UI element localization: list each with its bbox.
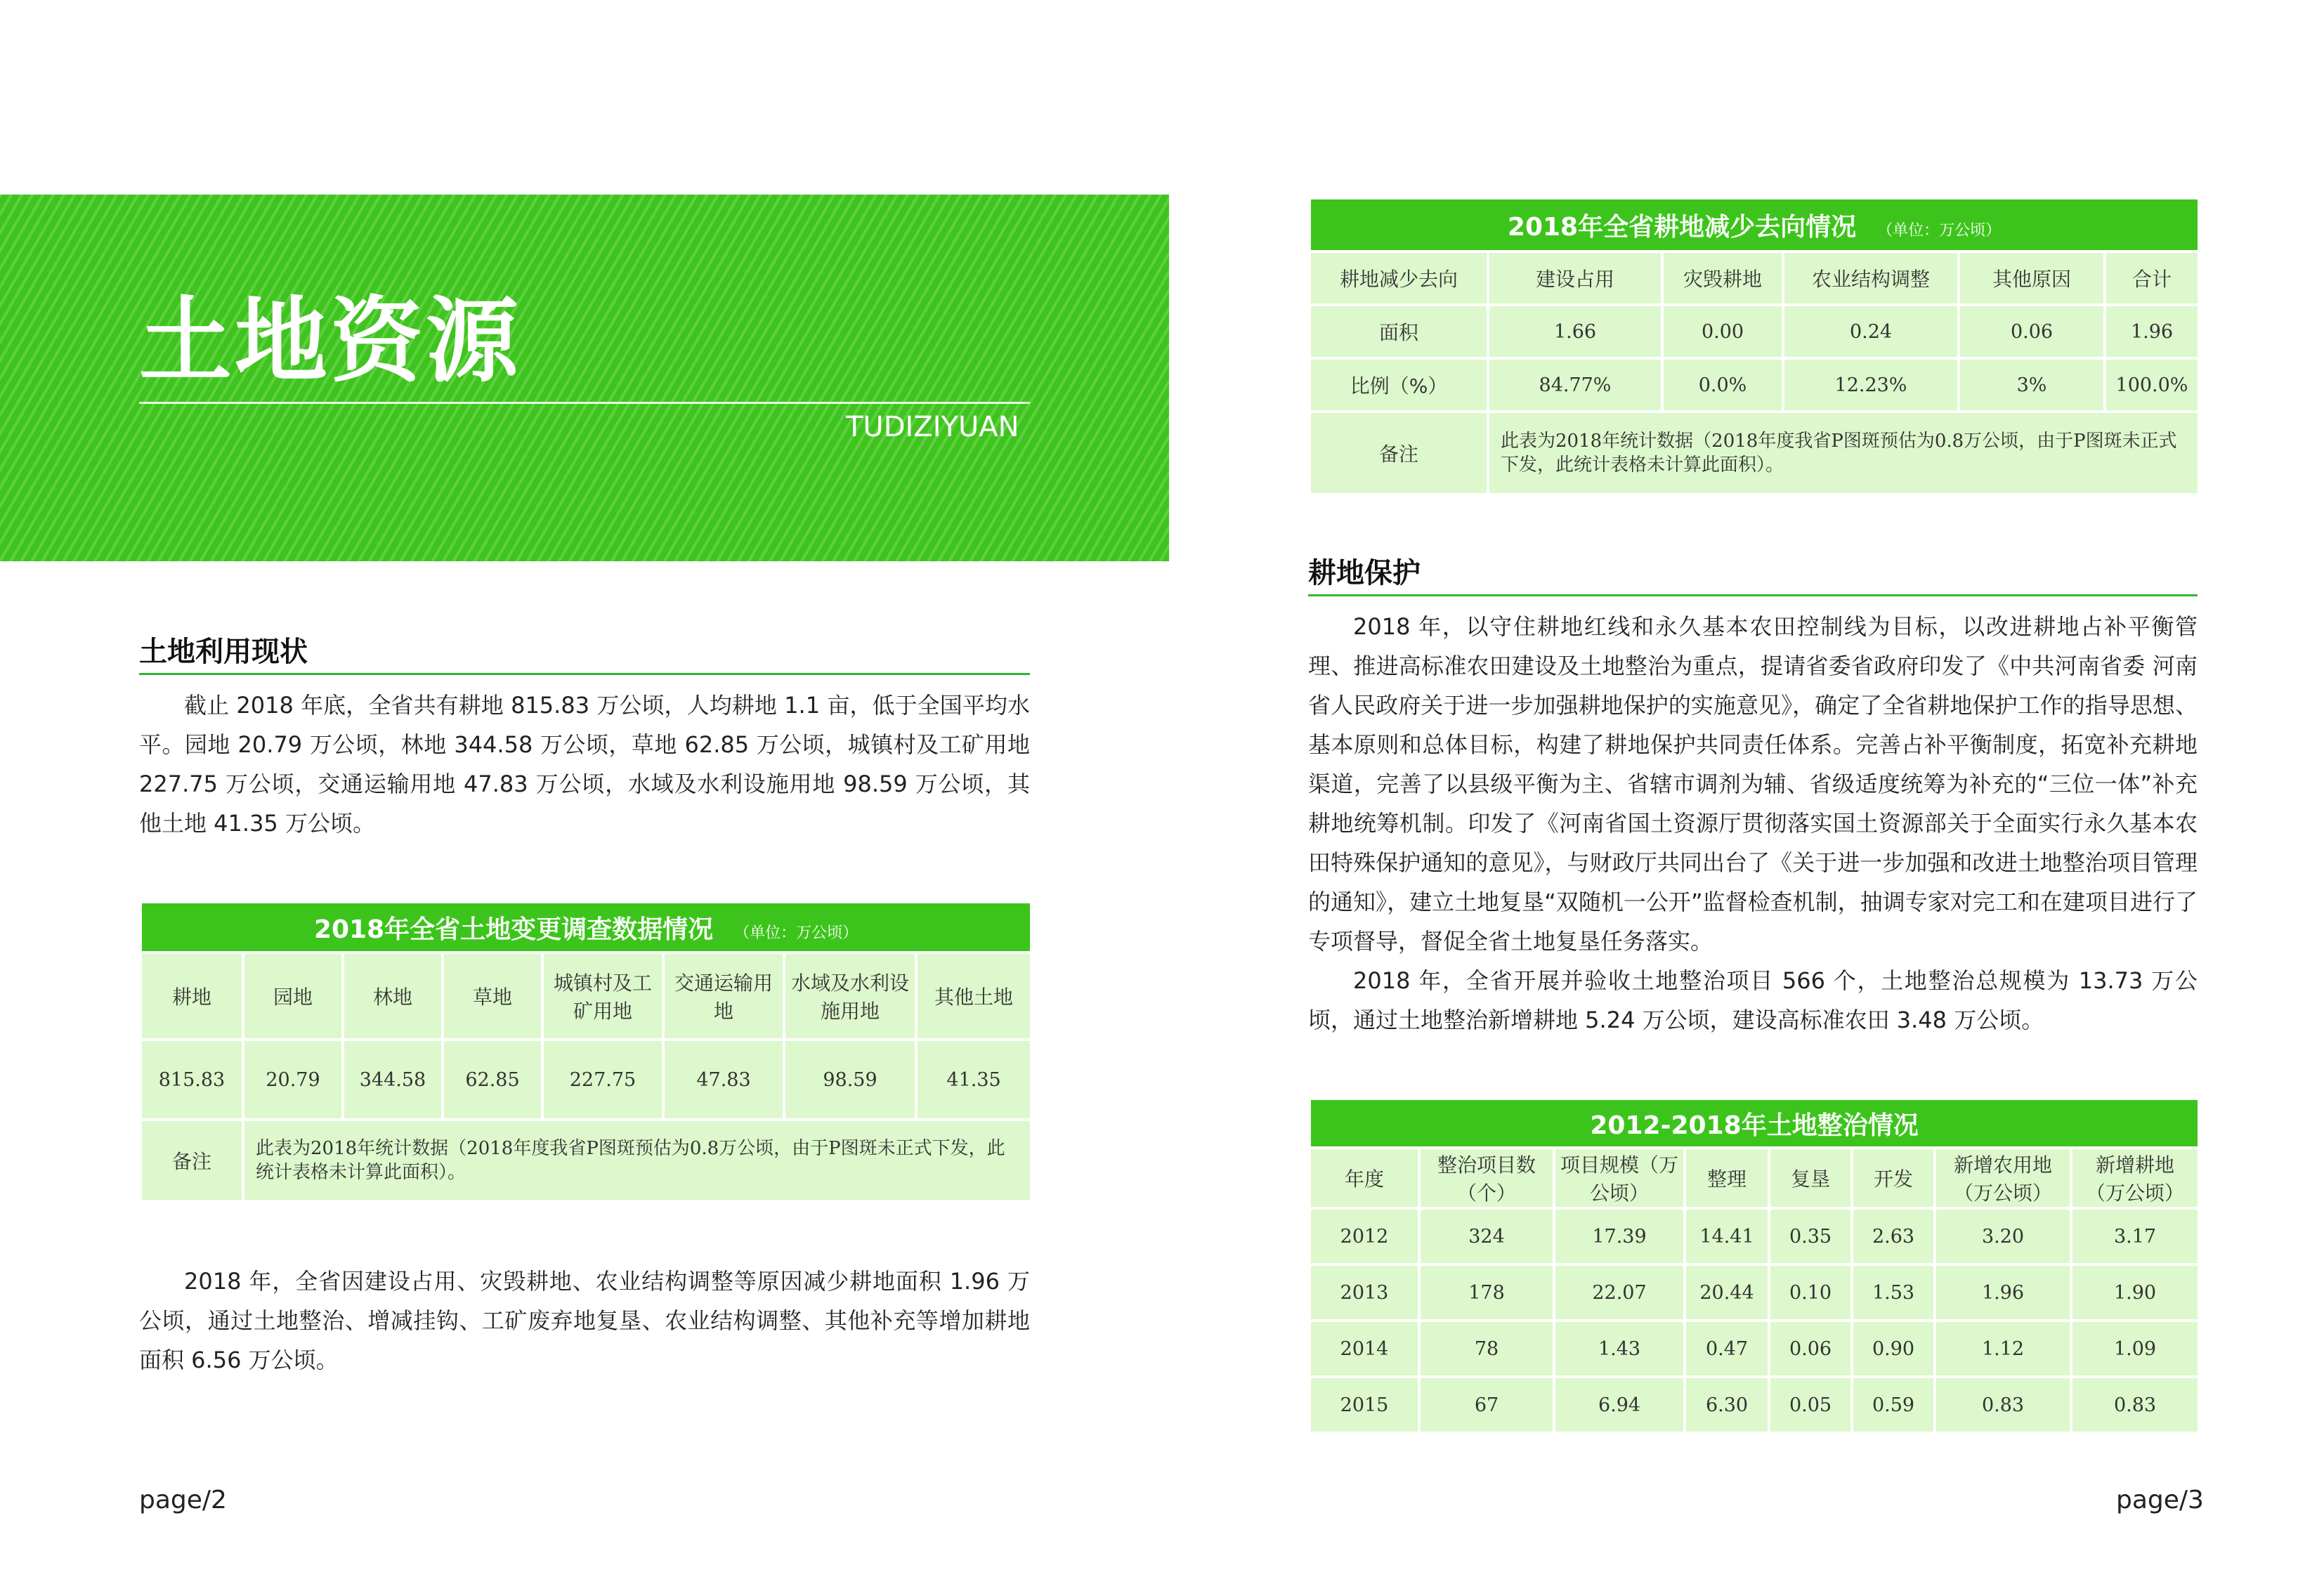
value-cell: 0.35: [1769, 1208, 1852, 1264]
row-label: 比例（%）: [1310, 358, 1488, 412]
value-cell: 0.00: [1662, 305, 1783, 358]
value-cell: 17.39: [1554, 1208, 1685, 1264]
header-cell: 新增耕地（万公顷）: [2071, 1148, 2199, 1208]
value-cell: 0.59: [1852, 1377, 1935, 1433]
header-cell: 农业结构调整: [1783, 251, 1959, 305]
header-cell: 整治项目数（个）: [1419, 1148, 1554, 1208]
banner-title: 土地资源: [139, 287, 521, 395]
land-survey-table: [139, 901, 1033, 1203]
value-cell: 3.20: [1935, 1208, 2071, 1264]
header-cell: 新增农用地（万公顷）: [1935, 1148, 2071, 1208]
header-cell: 建设占用: [1488, 251, 1662, 305]
value-cell: 3.17: [2071, 1208, 2199, 1264]
land-consolidation-table: [1308, 1097, 2200, 1434]
header-cell: 复垦: [1769, 1148, 1852, 1208]
value-cell: 0.05: [1769, 1377, 1852, 1433]
year-cell: 2014: [1310, 1321, 1419, 1377]
header-cell: 其他土地: [916, 953, 1031, 1040]
value-cell: 1.66: [1488, 305, 1662, 358]
year-cell: 2015: [1310, 1377, 1419, 1433]
table-caption: [1310, 198, 2199, 251]
row-label: 面积: [1310, 305, 1488, 358]
value-cell: 47.83: [663, 1040, 784, 1120]
header-cell: 耕地: [141, 953, 243, 1040]
table-caption: [141, 902, 1031, 953]
value-cell: 3%: [1959, 358, 2105, 412]
note-text: 此表为2018年统计数据（2018年度我省P图斑预估为0.8万公顷，由于P图斑未正式下发，此统计表格未计算此面积）。: [243, 1120, 1031, 1201]
header-cell: 灾毁耕地: [1662, 251, 1783, 305]
value-cell: 1.09: [2071, 1321, 2199, 1377]
value-cell: 2.63: [1852, 1208, 1935, 1264]
table-title: 2012-2018年土地整治情况: [1590, 1111, 1919, 1140]
table-caption: [1310, 1099, 2199, 1148]
value-cell: 1.90: [2071, 1264, 2199, 1321]
section-underline: [139, 673, 1030, 675]
value-cell: 6.30: [1685, 1377, 1769, 1433]
banner-divider: [139, 402, 1030, 404]
value-cell: 20.44: [1685, 1264, 1769, 1321]
header-cell: 其他原因: [1959, 251, 2105, 305]
header-cell: 城镇村及工矿用地: [542, 953, 663, 1040]
value-cell: 0.83: [1935, 1377, 2071, 1433]
value-cell: 0.10: [1769, 1264, 1852, 1321]
farmland-change-paragraph: [139, 1262, 1030, 1380]
value-cell: 344.58: [343, 1040, 443, 1120]
header-cell: 整理: [1685, 1148, 1769, 1208]
table-row: [1310, 1377, 2199, 1433]
value-cell: 78: [1419, 1321, 1554, 1377]
header-cell: 耕地减少去向: [1310, 251, 1488, 305]
page-number-right: page/3: [2116, 1486, 2204, 1514]
value-cell: 0.47: [1685, 1321, 1769, 1377]
section-underline: [1308, 594, 2198, 596]
value-cell: 0.06: [1769, 1321, 1852, 1377]
note-label: 备注: [1310, 412, 1488, 495]
value-cell: 1.43: [1554, 1321, 1685, 1377]
value-cell: 0.0%: [1662, 358, 1783, 412]
value-cell: 22.07: [1554, 1264, 1685, 1321]
farmland-protection-text: [1308, 607, 2198, 1040]
table-row: [1310, 1264, 2199, 1321]
header-cell: 园地: [243, 953, 343, 1040]
value-cell: 62.85: [443, 1040, 542, 1120]
paragraph-text: 截止 2018 年底，全省共有耕地 815.83 万公顷，人均耕地 1.1 亩，低于全国平均水平。园地 20.79 万公顷，林地 344.58 万公顷，草地 62.85 万公顷，城镇村及工矿用地 227.75 万公顷，交通运输用地 47.83 万公顷，水域及水利设施用地 98.59 万公顷，其他土地 41.35 万公顷。: [139, 692, 1030, 837]
header-cell: 交通运输用地: [663, 953, 784, 1040]
value-cell: 324: [1419, 1208, 1554, 1264]
value-cell: 12.23%: [1783, 358, 1959, 412]
header-cell: 年度: [1310, 1148, 1419, 1208]
value-cell: 227.75: [542, 1040, 663, 1120]
value-cell: 67: [1419, 1377, 1554, 1433]
paragraph-text: 2018 年，全省因建设占用、灾毁耕地、农业结构调整等原因减少耕地面积 1.96 万公顷，通过土地整治、增减挂钩、工矿废弃地复垦、农业结构调整、其他补充等增加耕地面积 6.56 万公顷。: [139, 1268, 1030, 1373]
value-cell: 1.12: [1935, 1321, 2071, 1377]
value-cell: 0.06: [1959, 305, 2105, 358]
land-use-paragraph: [139, 686, 1030, 843]
table-row: [1310, 1208, 2199, 1264]
value-cell: 84.77%: [1488, 358, 1662, 412]
value-cell: 41.35: [916, 1040, 1031, 1120]
value-cell: 1.96: [2105, 305, 2199, 358]
header-cell: 合计: [2105, 251, 2199, 305]
value-cell: 0.83: [2071, 1377, 2199, 1433]
value-cell: 1.96: [1935, 1264, 2071, 1321]
value-cell: 0.24: [1783, 305, 1959, 358]
value-cell: 1.53: [1852, 1264, 1935, 1321]
value-cell: 0.90: [1852, 1321, 1935, 1377]
paragraph-text: 2018 年，以守住耕地红线和永久基本农田控制线为目标，以改进耕地占补平衡管理、推进高标准农田建设及土地整治为重点，提请省委省政府印发了《中共河南省委 河南省人民政府关于进一步加强耕地保护的实施意见》，确定了全省耕地保护工作的指导思想、基本原则和总体目标，构建了耕地保护共同责任体系。完善占补平衡制度，拓宽补充耕地渠道，完善了以县级平衡为主、省辖市调剂为辅、省级适度统筹为补充的“三位一体”补充耕地统筹机制。印发了《河南省国土资源厅贯彻落实国土资源部关于全面实行永久基本农田特殊保护通知的意见》，与财政厅共同出台了《关于进一步加强和改进土地整治项目管理的通知》，建立土地复垦“双随机一公开”监督检查机制，抽调专家对完工和在建项目进行了专项督导，督促全省土地复垦任务落实。: [1308, 613, 2198, 955]
value-cell: 14.41: [1685, 1208, 1769, 1264]
page-number-left: page/2: [139, 1486, 227, 1514]
header-cell: 开发: [1852, 1148, 1935, 1208]
farmland-reduction-table: [1308, 197, 2200, 496]
value-cell: 815.83: [141, 1040, 243, 1120]
table-title: 2018年全省耕地减少去向情况: [1507, 212, 1857, 242]
header-cell: 水域及水利设施用地: [784, 953, 916, 1040]
value-cell: 100.0%: [2105, 358, 2199, 412]
table-unit: （单位：万公顷）: [734, 924, 859, 942]
section-heading-land-use: 土地利用现状: [139, 636, 308, 668]
note-label: 备注: [141, 1120, 243, 1201]
table-unit: （单位：万公顷）: [1877, 221, 2002, 240]
note-text: 此表为2018年统计数据（2018年度我省P图斑预估为0.8万公顷，由于P图斑未正式下发，此统计表格未计算此面积）。: [1488, 412, 2199, 495]
value-cell: 20.79: [243, 1040, 343, 1120]
year-cell: 2012: [1310, 1208, 1419, 1264]
value-cell: 6.94: [1554, 1377, 1685, 1433]
value-cell: 98.59: [784, 1040, 916, 1120]
table-title: 2018年全省土地变更调查数据情况: [313, 915, 714, 944]
year-cell: 2013: [1310, 1264, 1419, 1321]
header-cell: 项目规模（万公顷）: [1554, 1148, 1685, 1208]
banner-subtitle: TUDIZIYUAN: [846, 411, 1019, 443]
value-cell: 178: [1419, 1264, 1554, 1321]
header-cell: 草地: [443, 953, 542, 1040]
paragraph-text: 2018 年，全省开展并验收土地整治项目 566 个，土地整治总规模为 13.73 万公顷，通过土地整治新增耕地 5.24 万公顷，建设高标准农田 3.48 万公顷。: [1308, 967, 2198, 1033]
section-heading-farmland-protection: 耕地保护: [1308, 557, 1421, 589]
header-cell: 林地: [343, 953, 443, 1040]
table-row: [1310, 1321, 2199, 1377]
